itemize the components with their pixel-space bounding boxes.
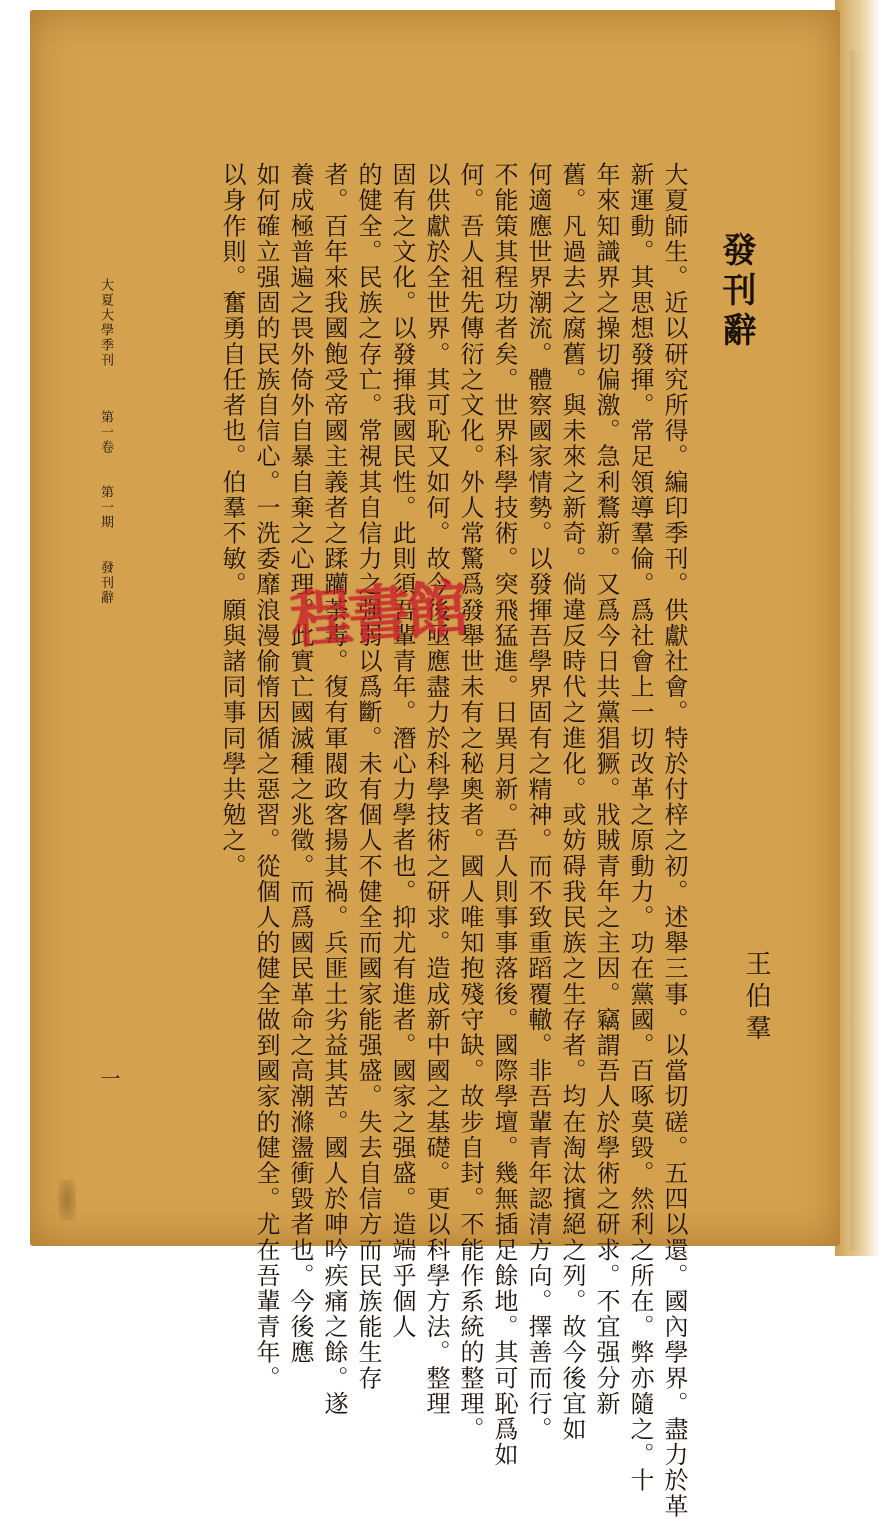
text-column-2: 新運動。其思想發揮。常足領導羣倫。爲社會上一切改革之原動力。功在黨國。百啄莫毀。然利之所在。弊亦隨之。十 — [626, 162, 654, 1494]
footer-journal: 大夏大學季刊 — [98, 278, 113, 368]
footer-issue: 第一期 — [98, 485, 113, 531]
page-title: 發刊辭 — [716, 232, 756, 352]
page-fold — [850, 50, 864, 1250]
text-column-8: 以供獻於全世界。其可恥又如何。故今後亟應盡力於科學技術之研求。造成新中國之基礎。更以科學方法。整理 — [422, 162, 450, 1417]
text-column-10: 的健全。民族之存亡。常視其自信力之强弱以爲斷。未有個人不健全而國家能强盛。失去自信方而民族能生存 — [354, 162, 382, 1391]
text-column-4: 舊。凡過去之腐舊。與未來之新奇。倘違反時代之進化。或妨碍我民族之生存者。均在淘汰擯絕之列。故今後宜如 — [558, 162, 586, 1442]
text-column-6: 不能策其程功者矣。世界科學技術。突飛猛進。日異月新。吾人則事事落後。國際學壇。幾無插足餘地。其可恥爲如 — [490, 162, 518, 1468]
footer-volume: 第一卷 — [98, 410, 113, 456]
text-column-11: 者。百年來我國飽受帝國主義者之蹂躪荼毒。復有軍閥政客揚其禍。兵匪土劣益其苦。國人於呻吟疾痛之餘。遂 — [320, 162, 348, 1417]
text-column-13: 如何確立强固的民族自信心。一洗委靡浪漫偷惰因循之惡習。從個人的健全做到國家的健全。尤在吾輩青年。 — [252, 162, 280, 1391]
page-number: 一 — [97, 1068, 121, 1088]
paper-stain — [58, 1180, 76, 1220]
running-footer — [96, 278, 115, 605]
text-column-3: 年來知識界之操切偏激。急利鶩新。又爲今日共黨猖獗。戕賊青年之主因。竊謂吾人於學術之研求。不宜强分新 — [592, 162, 620, 1417]
text-column-12: 養成極普遍之畏外倚外自暴自棄之心理。此實亡國滅種之兆徵。而爲國民革命之高潮滌盪衝毀者也。今後應 — [286, 162, 314, 1366]
text-column-1: 大夏師生。近以研究所得。編印季刊。供獻社會。特於付梓之初。述舉三事。以當切磋。五四以還。國內學界。盡力於革 — [660, 162, 688, 1519]
library-seal-stamp: 程書館 — [288, 572, 467, 657]
author-name: 王伯羣 — [741, 950, 771, 1046]
text-column-14: 以身作則。奮勇自任者也。伯羣不敏。願與諸同事同學共勉之。 — [218, 162, 246, 879]
footer-section: 發刊辭 — [98, 560, 113, 606]
text-column-9: 固有之文化。以發揮我國民性。此則須吾輩青年。潛心力學者也。抑尤有進者。國家之强盛。造端乎個人 — [388, 162, 416, 1340]
text-column-7: 何。吾人祖先傳衍之文化。外人常驚爲發舉世未有之秘奧者。國人唯知抱殘守缺。故步自封。不能作系統的整理。 — [456, 162, 484, 1442]
text-column-5: 何適應世界潮流。體察國家情勢。以發揮吾學界固有之精神。而不致重蹈覆轍。非吾輩青年認清方向。擇善而行。 — [524, 162, 552, 1442]
